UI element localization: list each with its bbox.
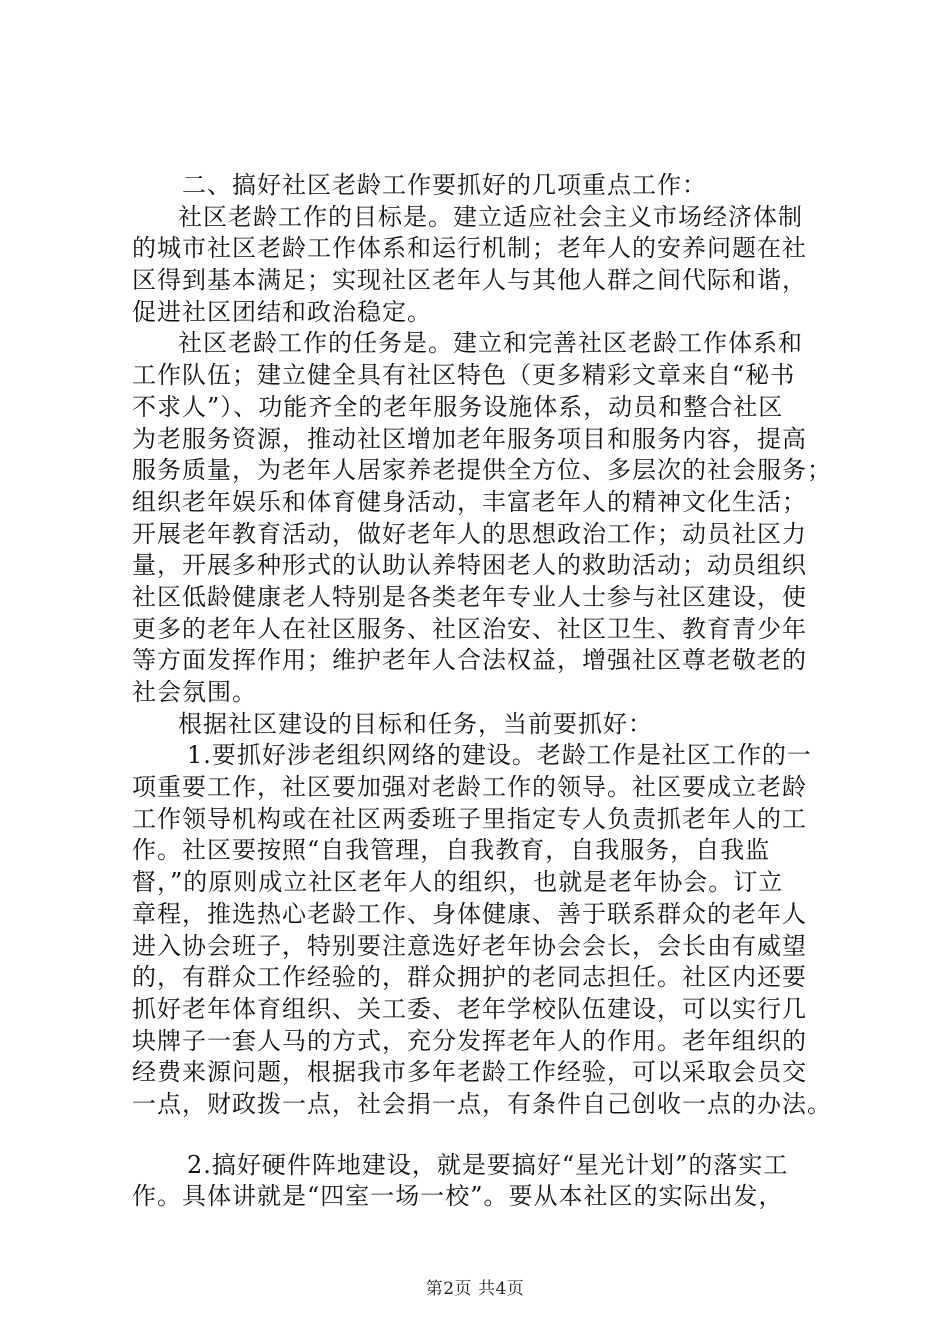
paragraph-line: 经费来源问题，根据我市多年老龄工作经验，可以采取会员交 [132,1058,807,1087]
paragraph-line: 章程，推选热心老龄工作、身体健康、善于联系群众的老年人 [132,899,807,928]
paragraph-line: 工作领导机构或在社区两委班子里指定专人负责抓老年人的工 [132,804,807,833]
paragraph-line: 区得到基本满足；实现社区老年人与其他人群之间代际和谐， [132,266,807,295]
paragraph-line: 为老服务资源，推动社区增加老年服务项目和服务内容，提高 [132,424,807,453]
numbered-item-line: 2.搞好硬件阵地建设，就是要搞好“星光计划”的落实工 [187,1150,789,1179]
paragraph-line: 社区老龄工作的任务是。建立和完善社区老龄工作体系和 [178,329,803,358]
paragraph-line: 一点，财政拨一点，社会捐一点，有条件自己创收一点的办法。 [132,1089,832,1118]
paragraph-line: 开展老年教育活动，做好老年人的思想政治工作；动员社区力 [132,519,807,548]
paragraph-line: 促进社区团结和政治稳定。 [132,297,432,326]
paragraph-line: 根据社区建设的目标和任务，当前要抓好： [178,709,653,738]
document-body [132,170,832,1213]
page-number-footer: 第2页 共4页 [425,1279,525,1299]
paragraph-line: 的城市社区老龄工作体系和运行机制；老年人的安养问题在社 [132,234,807,263]
paragraph-line: 作。社区要按照“自我管理，自我教育，自我服务，自我监 [132,836,771,865]
paragraph-line: 工作队伍；建立健全具有社区特色（更多精彩文章来自“秘书 [132,361,796,390]
section-heading: 二、搞好社区老龄工作要抓好的几项重点工作： [182,171,707,199]
paragraph-line: 作。具体讲就是“四室一场一校”。要从本社区的实际出发， [132,1182,784,1211]
paragraph-gap [132,1121,832,1150]
paragraph-line: 块牌子一套人马的方式，充分发挥老年人的作用。老年组织的 [132,1026,807,1055]
paragraph-line: 社区老龄工作的目标是。建立适应社会主义市场经济体制 [178,202,803,231]
numbered-item-line: 1.要抓好涉老组织网络的建设。老龄工作是社区工作的一 [187,741,812,770]
paragraph-line: 督，”的原则成立社区老年人的组织，也就是老年协会。订立 [132,868,784,897]
paragraph-line: 社会氛围。 [132,678,257,706]
paragraph-line: 社区低龄健康老人特别是各类老年专业人士参与社区建设，使 [132,582,807,611]
paragraph-line: 组织老年娱乐和体育健身活动，丰富老年人的精神文化生活； [132,487,807,516]
paragraph-line: 进入协会班子，特别要注意选好老年协会会长，会长由有威望 [132,931,807,960]
paragraph-line: 服务质量，为老年人居家养老提供全方位、多层次的社会服务； [132,456,832,485]
paragraph-line: 更多的老年人在社区服务、社区治安、社区卫生、教育青少年 [132,614,807,643]
paragraph-line: 抓好老年体育组织、关工委、老年学校队伍建设，可以实行几 [132,994,807,1023]
paragraph-line: 项重要工作，社区要加强对老龄工作的领导。社区要成立老龄 [132,773,807,802]
paragraph-line: 等方面发挥作用；维护老年人合法权益，增强社区尊老敬老的 [132,646,807,675]
paragraph-line: 不求人”）、功能齐全的老年服务设施体系，动员和整合社区 [132,392,784,421]
paragraph-line: 的，有群众工作经验的，群众拥护的老同志担任。社区内还要 [132,963,807,992]
paragraph-line: 量，开展多种形式的认助认养特困老人的救助活动；动员组织 [132,551,807,580]
